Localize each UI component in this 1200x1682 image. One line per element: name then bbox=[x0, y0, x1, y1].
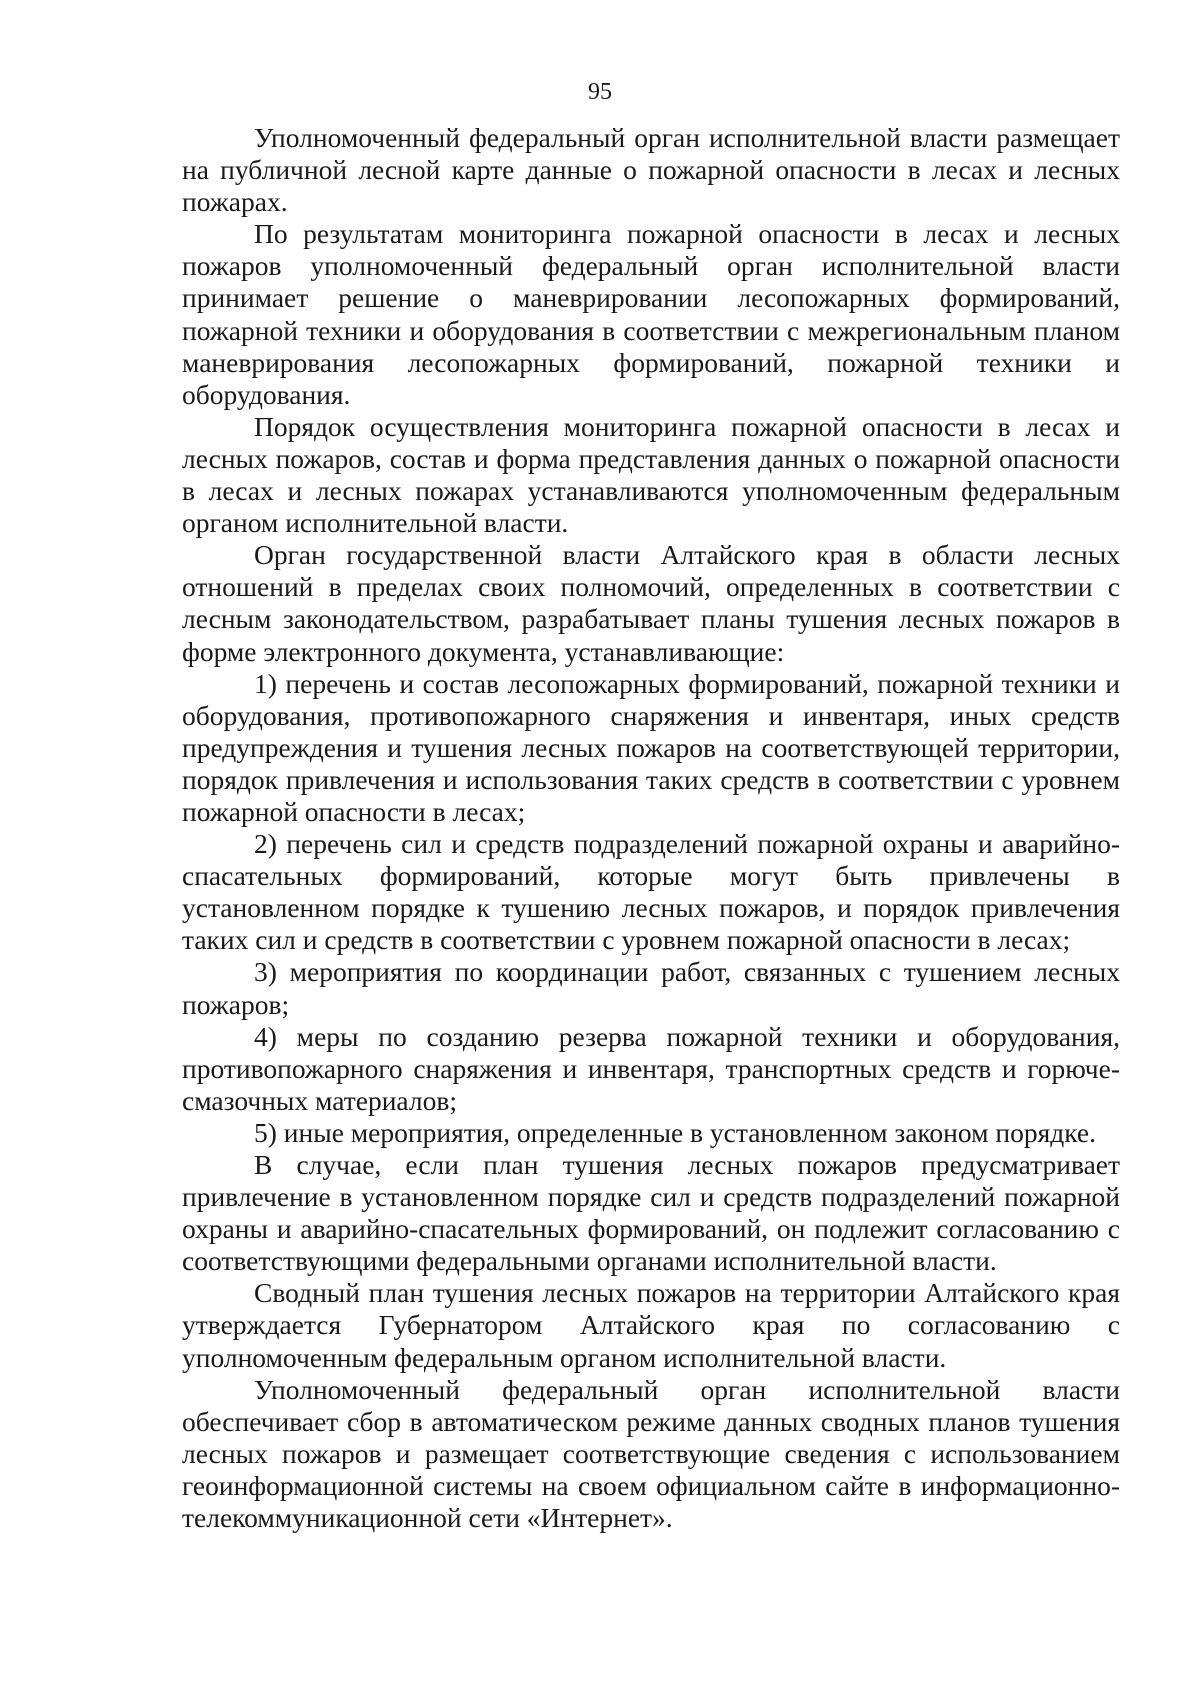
document-body bbox=[182, 122, 1120, 1534]
paragraph-plan-approval-case: В случае, если план тушения лесных пожаров предусматривает привлечение в установленном порядке сил и средств подразделений пожарной охраны и аварийно-спасательных формирований, он подлежит согласованию с соответствующими федеральными органами исполнительной власти. bbox=[182, 1149, 1120, 1277]
paragraph-data-collection: Уполномоченный федеральный орган исполнительной власти обеспечивает сбор в автоматическом режиме данных сводных планов тушения лесных пожаров и размещает соответствующие сведения с использованием геоинформационной системы на своем официальном сайте в информационно-телекоммуникационной сети «Интернет». bbox=[182, 1373, 1120, 1534]
list-item-2: 2) перечень сил и средств подразделений пожарной охраны и аварийно-спасательных формирований, которые могут быть привлечены в установленном порядке к тушению лесных пожаров, и порядок привлечения таких сил и средств в соответствии с уровнем пожарной опасности в лесах; bbox=[182, 828, 1120, 956]
list-item-3: 3) мероприятия по координации работ, связанных с тушением лесных пожаров; bbox=[182, 956, 1120, 1020]
paragraph-monitoring-procedure: Порядок осуществления мониторинга пожарной опасности в лесах и лесных пожаров, состав и форма представления данных о пожарной опасности в лесах и лесных пожарах устанавливаются уполномоченным федеральным органом исполнительной власти. bbox=[182, 410, 1120, 539]
page-number: 95 bbox=[588, 79, 612, 105]
paragraph-summary-plan: Сводный план тушения лесных пожаров на территории Алтайского края утверждается Губернатором Алтайского края по согласованию с уполномоченным федеральным органом исполнительной власти. bbox=[182, 1277, 1120, 1373]
paragraph-monitoring-results: По результатам мониторинга пожарной опасности в лесах и лесных пожаров уполномоченный федеральный орган исполнительной власти принимает решение о маневрировании лесопожарных формирований, пожарной техники и оборудования в соответствии с межрегиональным планом маневрирования лесопожарных формирований, пожарной техники и оборудования. bbox=[182, 218, 1120, 410]
list-item-5: 5) иные мероприятия, определенные в установленном законом порядке. bbox=[254, 1116, 1096, 1148]
list-item-1: 1) перечень и состав лесопожарных формирований, пожарной техники и оборудования, противопожарного снаряжения и инвентаря, иных средств предупреждения и тушения лесных пожаров на соответствующей территории, порядок привлечения и использования таких средств в соответствии с уровнем пожарной опасности в лесах; bbox=[182, 667, 1120, 827]
list-item-4: 4) меры по созданию резерва пожарной техники и оборудования, противопожарного снаряжения и инвентаря, транспортных средств и горюче-смазочных материалов; bbox=[182, 1020, 1120, 1116]
paragraph-public-forest-map: Уполномоченный федеральный орган исполнительной власти размещает на публичной лесной карте данные о пожарной опасности в лесах и лесных пожарах. bbox=[182, 122, 1120, 218]
paragraph-regional-authority-plans: Орган государственной власти Алтайского края в области лесных отношений в пределах своих полномочий, определенных в соответствии с лесным законодательством, разрабатывает планы тушения лесных пожаров в форме электронного документа, устанавливающие: bbox=[182, 539, 1120, 667]
